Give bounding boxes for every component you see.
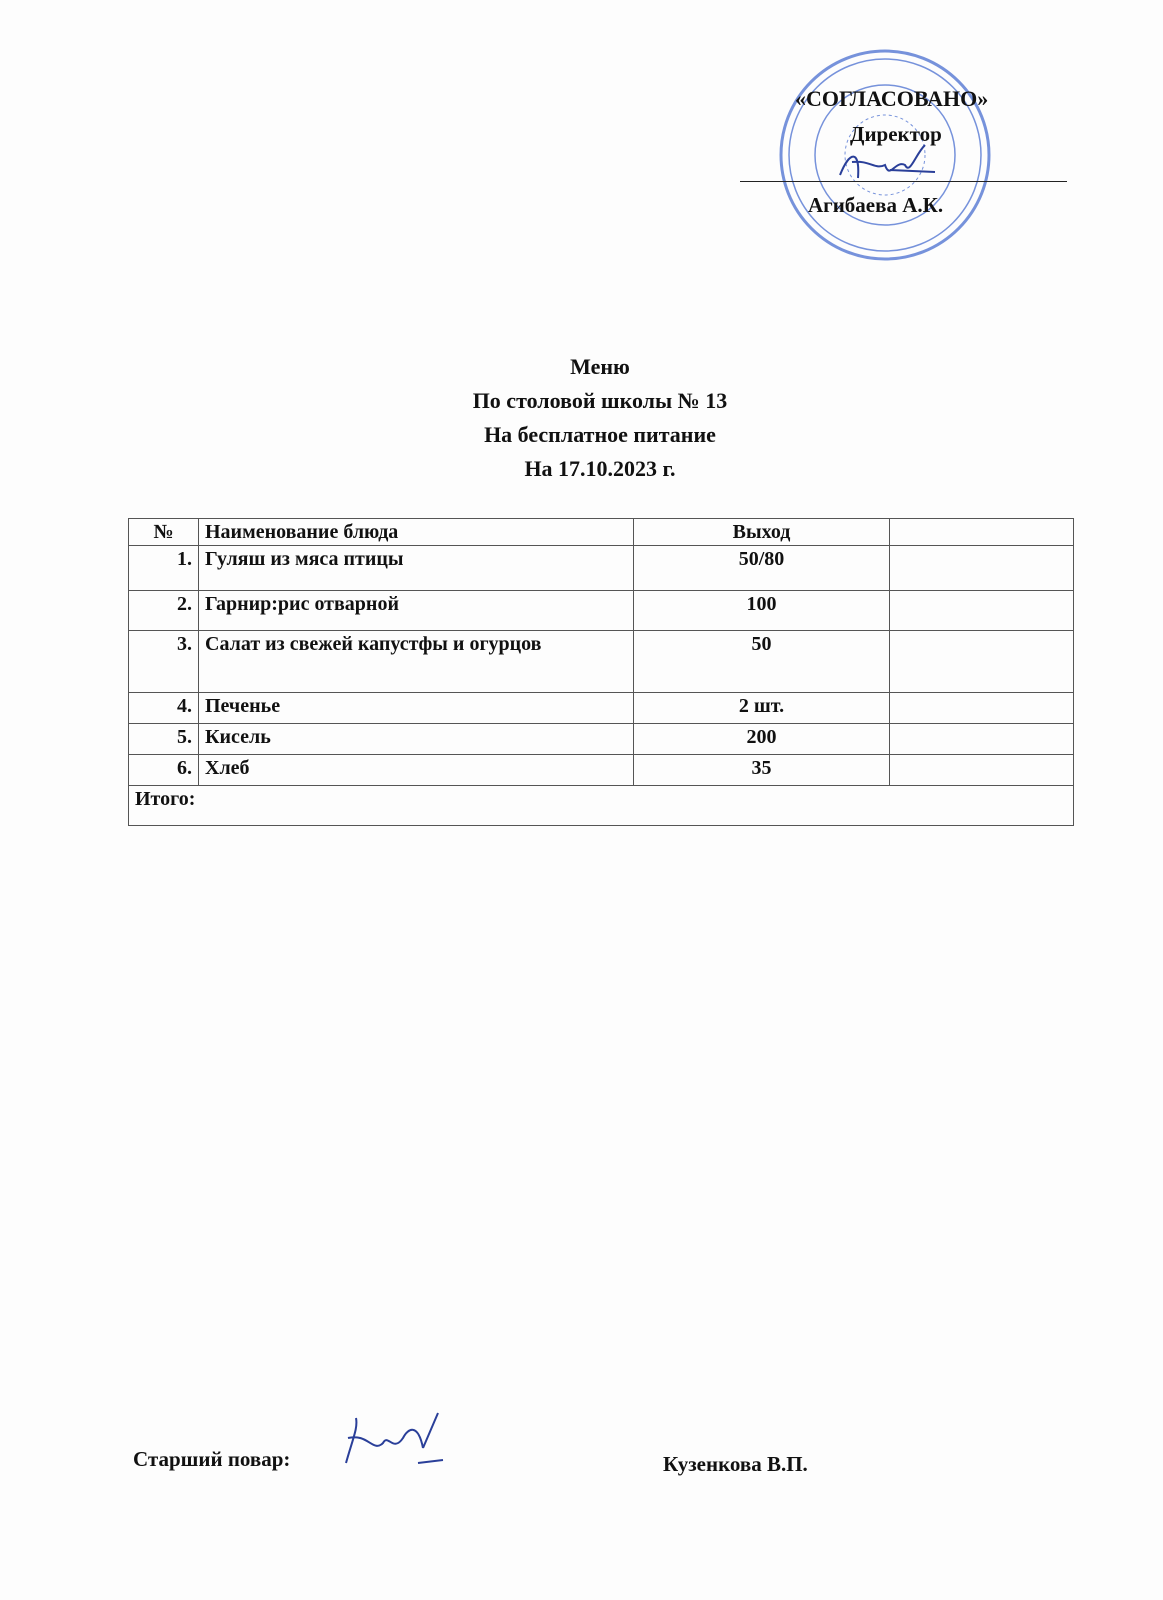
- cook-signature: [338, 1408, 448, 1473]
- row-number: 4.: [129, 693, 199, 724]
- approval-name: Агибаева А.К.: [808, 193, 944, 217]
- dish-name: Хлеб: [199, 755, 634, 786]
- empty-cell: [890, 724, 1074, 755]
- header-dish-name: Наименование блюда: [199, 519, 634, 546]
- dish-name: Печенье: [199, 693, 634, 724]
- row-number: 5.: [129, 724, 199, 755]
- dish-name: Салат из свежей капустфы и огурцов: [199, 631, 634, 693]
- approval-heading: «СОГЛАСОВАНО»: [795, 86, 989, 111]
- table-row: [129, 591, 1074, 631]
- empty-cell: [890, 631, 1074, 693]
- dish-output: 200: [634, 724, 890, 755]
- dish-output: 50: [634, 631, 890, 693]
- total-row: [129, 786, 1074, 826]
- row-number: 1.: [129, 546, 199, 591]
- senior-cook-name: Кузенкова В.П.: [663, 1452, 808, 1476]
- document-title: [0, 350, 1163, 486]
- row-number: 3.: [129, 631, 199, 693]
- empty-cell: [890, 693, 1074, 724]
- row-number: 6.: [129, 755, 199, 786]
- table-row: [129, 546, 1074, 591]
- title-line: На 17.10.2023 г.: [524, 456, 676, 481]
- empty-cell: [890, 546, 1074, 591]
- table-header-row: [129, 519, 1074, 546]
- total-label: Итого:: [129, 786, 1074, 826]
- table-row: [129, 693, 1074, 724]
- menu-table: [128, 518, 1074, 826]
- dish-output: 50/80: [634, 546, 890, 591]
- title-line: На бесплатное питание: [484, 422, 716, 447]
- header-number: №: [129, 519, 199, 546]
- senior-cook-label: Старший повар:: [133, 1447, 291, 1471]
- empty-cell: [890, 755, 1074, 786]
- director-signature: [830, 140, 940, 190]
- empty-cell: [890, 591, 1074, 631]
- dish-name: Кисель: [199, 724, 634, 755]
- title-line: Меню: [570, 354, 630, 379]
- dish-output: 2 шт.: [634, 693, 890, 724]
- table-row: [129, 724, 1074, 755]
- dish-name: Гарнир:рис отварной: [199, 591, 634, 631]
- header-empty: [890, 519, 1074, 546]
- table-row: [129, 755, 1074, 786]
- title-line: По столовой школы № 13: [472, 388, 728, 413]
- table-row: [129, 631, 1074, 693]
- header-output: Выход: [634, 519, 890, 546]
- approval-role: Директор: [850, 122, 942, 146]
- signature-line: [740, 181, 1067, 182]
- dish-output: 100: [634, 591, 890, 631]
- dish-name: Гуляш из мяса птицы: [199, 546, 634, 591]
- dish-output: 35: [634, 755, 890, 786]
- row-number: 2.: [129, 591, 199, 631]
